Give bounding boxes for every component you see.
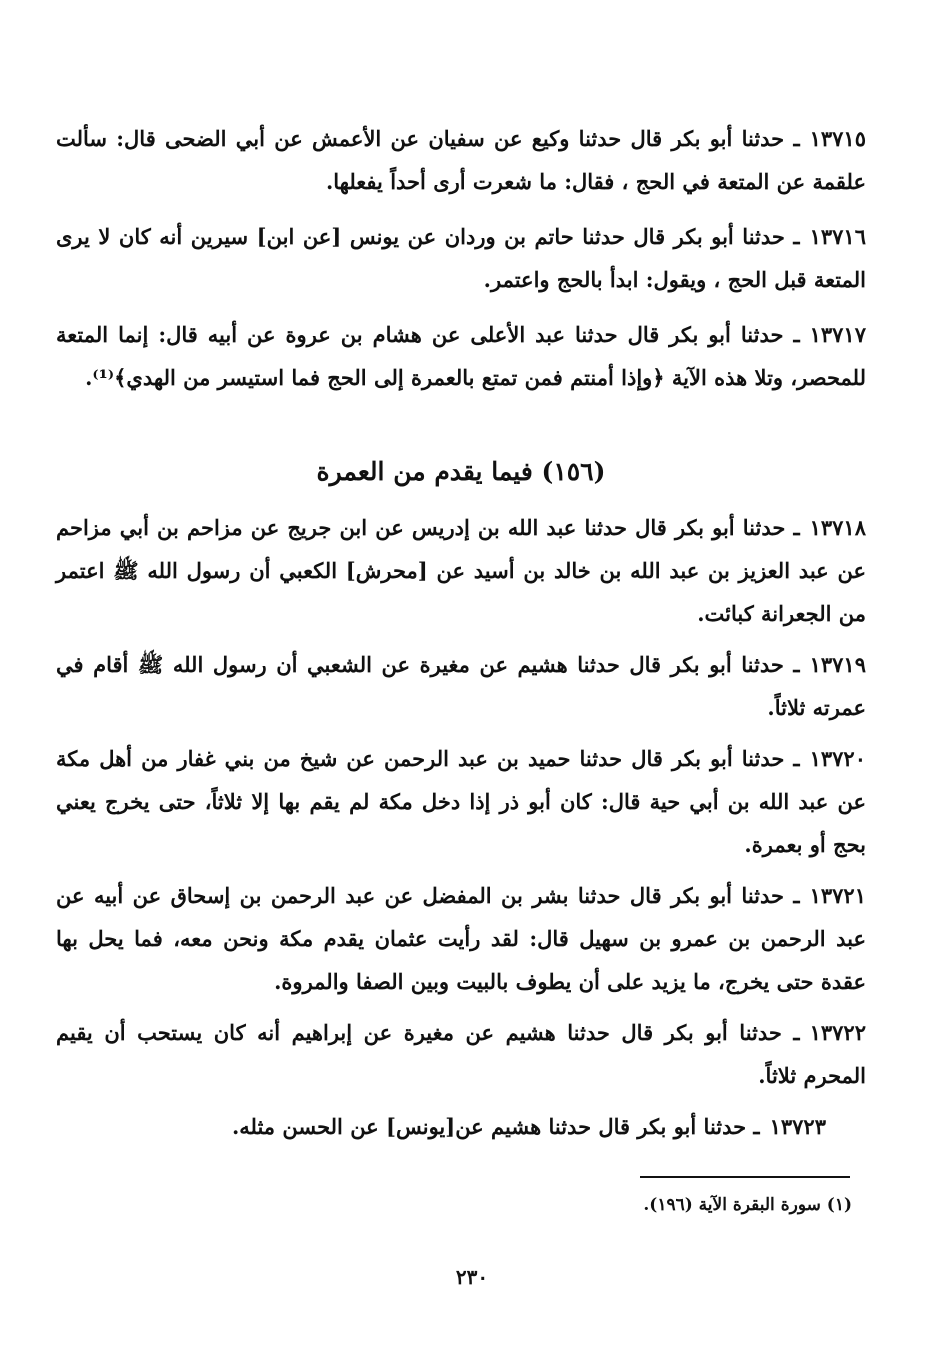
hadith-text: ـ حدثنا أبو بكر قال حدثنا بشر بن المفضل عن عبد الرحمن بن إسحاق عن أبيه عن عبد الرحمن بن عمرو بن سهيل قال: لقد رأيت عثمان يقدم مكة ونحن معه، فما يحل بها عقدة حتى يخرج، ما يزيد على أن يطوف بالبيت وبين الصفا والمروة. — [56, 883, 866, 994]
hadith-paragraph — [56, 313, 866, 399]
hadith-paragraph — [56, 215, 866, 301]
hadith-paragraph — [56, 506, 866, 635]
hadith-text: ـ حدثنا أبو بكر قال حدثنا حاتم بن وردان عن يونس [عن ابن] سيرين أنه كان لا يرى المتعة قبل الحج ، ويقول: ابدأ بالحج واعتمر. — [56, 224, 866, 292]
hadith-number: ١٣٧١٩ — [809, 652, 866, 677]
hadith-text: ـ حدثنا أبو بكر قال حدثنا هشيم عن مغيرة عن إبراهيم أنه كان يستحب أن يقيم المحرم ثلاثاً. — [56, 1020, 866, 1088]
hadith-number: ١٣٧٢١ — [809, 883, 866, 908]
hadith-number: ١٣٧١٥ — [809, 126, 866, 151]
hadith-number: ١٣٧٢٠ — [809, 746, 866, 771]
hadith-text: ـ حدثنا أبو بكر قال حدثنا وكيع عن سفيان عن الأعمش عن أبي الضحى قال: سألت علقمة عن المتعة في الحج ، فقال: ما شعرت أرى أحداً يفعلها. — [56, 126, 866, 194]
hadith-text: ـ حدثنا أبو بكر قال حدثنا هشيم عن[يونس] عن الحسن مثله. — [231, 1114, 760, 1139]
section-2-text — [56, 506, 866, 1148]
hadith-number: ١٣٧١٦ — [809, 224, 866, 249]
hadith-number: ١٣٧٢٣ — [769, 1114, 826, 1139]
hadith-text: ـ حدثنا أبو بكر قال حدثنا حميد بن عبد الرحمن عن شيخ من بني غفار من أهل مكة عن عبد الله بن أبي حية قال: كان أبو ذر إذا دخل مكة لم يقم بها إلا ثلاثاً، حتى يخرج يعني بحج أو بعمرة. — [56, 746, 866, 857]
hadith-paragraph — [56, 643, 866, 729]
hadith-paragraph — [56, 1011, 866, 1097]
page-number: ٢٣٠ — [455, 1265, 489, 1289]
hadith-paragraph — [56, 737, 866, 866]
hadith-number: ١٣٧١٨ — [809, 515, 866, 540]
section-1-text — [56, 117, 866, 399]
hadith-number: ١٣٧١٧ — [809, 322, 866, 347]
hadith-paragraph — [56, 117, 866, 203]
footnote: (١) سورة البقرة الآية (١٩٦). — [643, 1195, 852, 1215]
chapter-heading: (١٥٦) فيما يقدم من العمرة — [316, 457, 606, 486]
hadith-paragraph — [56, 874, 866, 1003]
hadith-paragraph — [56, 1105, 866, 1148]
hadith-number: ١٣٧٢٢ — [809, 1020, 866, 1045]
footnote-divider — [640, 1176, 850, 1178]
hadith-text: ـ حدثنا أبو بكر قال حدثنا عبد الله بن إدريس عن ابن جريج عن مزاحم بن أبي مزاحم عن عبد العزيز بن عبد الله بن خالد بن أسيد عن [محرش] الكعبي أن رسول الله ﷺ اعتمر من الجعرانة كبائت. — [56, 515, 866, 626]
hadith-text: ـ حدثنا أبو بكر قال حدثنا هشيم عن مغيرة عن الشعبي أن رسول الله ﷺ أقام في عمرته ثلاثاً. — [56, 652, 866, 720]
hadith-text: ـ حدثنا أبو بكر قال حدثنا عبد الأعلى عن هشام بن عروة عن أبيه قال: إنما المتعة للمحصر، وتلا هذه الآية ﴿وإذا أمنتم فمن تمتع بالعمرة إلى الحج فما استيسر من الهدي﴾⁽¹⁾. — [56, 322, 866, 390]
